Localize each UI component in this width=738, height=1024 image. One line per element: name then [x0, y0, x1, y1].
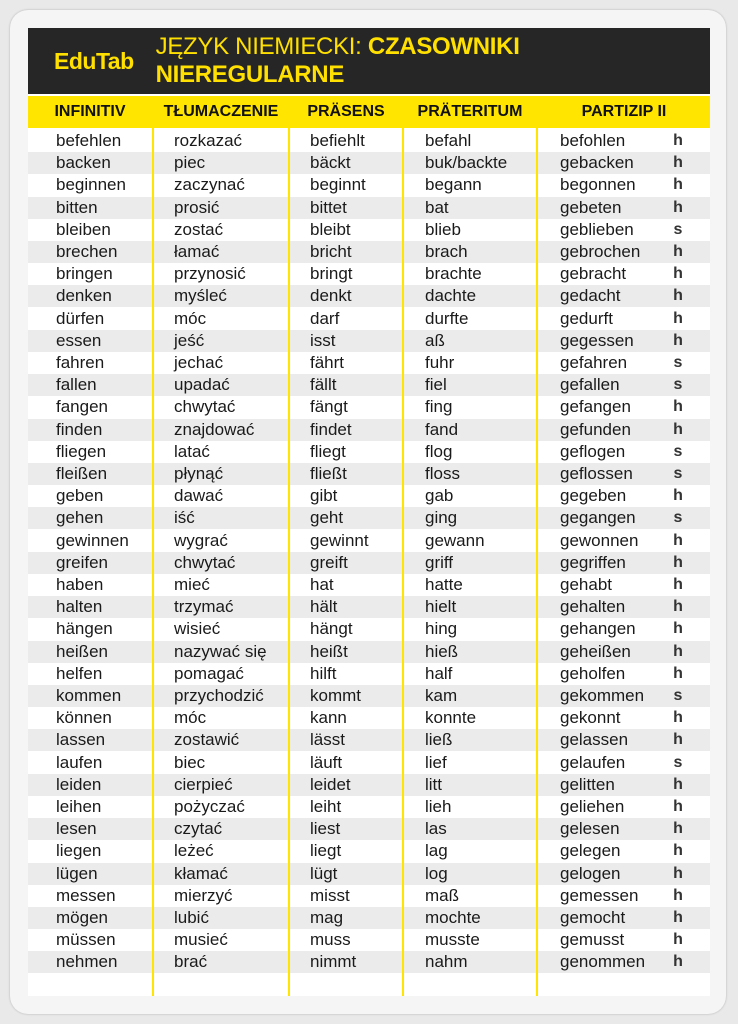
prateritum-cell: aß [425, 330, 445, 350]
table-row [28, 818, 710, 840]
partizip-cell: geflogen [560, 441, 626, 461]
infinitiv-cell: leihen [56, 797, 102, 816]
auxiliary-verb-cell: h [673, 798, 683, 815]
partizip-cell: gegessen [560, 330, 634, 350]
partizip-cell: geholfen [560, 663, 626, 683]
auxiliary-verb-cell: s [673, 465, 683, 482]
prasens-cell: fängt [310, 397, 348, 417]
auxiliary-verb-cell: h [673, 154, 683, 172]
auxiliary-verb-cell: h [673, 176, 683, 194]
prasens-cell: denkt [310, 286, 352, 306]
prasens-cell: gewinnt [310, 530, 369, 550]
prateritum-cell: bat [425, 197, 449, 217]
table-row [28, 352, 710, 374]
prasens-cell: beginnt [310, 175, 366, 195]
auxiliary-verb-cell: h [673, 132, 683, 149]
tlumaczenie-cell: móc [174, 708, 207, 728]
tlumaczenie-cell: cierpieć [174, 774, 233, 794]
title-part-1: JĘZYK NIEMIECKI: [155, 33, 362, 60]
tlumaczenie-cell: móc [174, 308, 207, 328]
partizip-cell: gefahren [560, 353, 628, 372]
brand-logo: EduTab [54, 47, 134, 74]
tlumaczenie-cell: wisieć [174, 619, 221, 639]
partizip-cell: gelaufen [560, 752, 626, 772]
infinitiv-cell: bringen [56, 264, 113, 284]
prateritum-cell: durfte [425, 308, 469, 328]
infinitiv-cell: kommen [56, 686, 122, 705]
infinitiv-cell: halten [56, 597, 103, 617]
prasens-cell: bäckt [310, 153, 351, 173]
prateritum-cell: musste [425, 930, 480, 950]
prasens-cell: lässt [310, 730, 345, 750]
auxiliary-verb-cell: s [673, 509, 683, 527]
prasens-cell: hält [310, 597, 338, 617]
tlumaczenie-cell: chwytać [174, 552, 236, 572]
infinitiv-cell: essen [56, 330, 102, 350]
partizip-cell: gelassen [560, 730, 629, 750]
prasens-cell: heißt [310, 641, 348, 661]
partizip-cell: geheißen [560, 641, 631, 661]
tlumaczenie-cell: łamać [174, 242, 220, 261]
table-row [28, 752, 710, 774]
prateritum-cell: las [425, 819, 447, 839]
auxiliary-verb-cell: h [673, 243, 683, 260]
prateritum-cell: ließ [425, 730, 453, 750]
table-row [28, 396, 710, 418]
prateritum-cell: half [425, 663, 453, 683]
tlumaczenie-cell: zostać [174, 219, 224, 239]
auxiliary-verb-cell: h [673, 398, 683, 416]
column-divider [536, 96, 538, 996]
column-header-partizip: PARTIZIP II [538, 96, 710, 128]
table-row [28, 374, 710, 396]
header-bar [28, 28, 710, 94]
tlumaczenie-cell: dawać [174, 486, 224, 506]
table-row [28, 308, 710, 330]
prasens-cell: muss [310, 930, 351, 950]
auxiliary-verb-cell: s [673, 687, 683, 704]
partizip-cell: gekommen [560, 686, 645, 705]
auxiliary-verb-cell: h [673, 664, 683, 682]
prasens-cell: bringt [310, 264, 353, 284]
auxiliary-verb-cell: h [673, 886, 683, 904]
prateritum-cell: brach [425, 242, 468, 261]
auxiliary-verb-cell: s [673, 220, 683, 238]
prateritum-cell: konnte [425, 708, 477, 728]
partizip-cell: geflossen [560, 464, 633, 483]
infinitiv-cell: dürfen [56, 308, 105, 328]
prasens-cell: kann [310, 708, 347, 728]
table-row [28, 663, 710, 685]
partizip-cell: gelegen [560, 841, 621, 861]
partizip-cell: geliehen [560, 797, 625, 816]
prateritum-cell: brachte [425, 264, 482, 284]
tlumaczenie-cell: rozkazać [174, 131, 243, 150]
infinitiv-cell: geben [56, 486, 104, 506]
partizip-cell: gelitten [560, 774, 615, 794]
table-row [28, 574, 710, 596]
partizip-cell: gegangen [560, 508, 636, 528]
tlumaczenie-cell: leżeć [174, 841, 214, 861]
auxiliary-verb-cell: h [673, 820, 683, 838]
partizip-cell: genommen [560, 952, 646, 972]
prateritum-cell: kam [425, 686, 458, 705]
prateritum-cell: log [425, 863, 448, 883]
table-row [28, 685, 710, 707]
tlumaczenie-cell: nazywać się [174, 641, 267, 661]
auxiliary-verb-cell: h [673, 420, 683, 438]
prateritum-cell: fuhr [425, 353, 455, 372]
prateritum-cell: flog [425, 441, 453, 461]
column-header-infinitiv: INFINITIV [28, 96, 152, 128]
infinitiv-cell: bleiben [56, 219, 111, 239]
prateritum-cell: hatte [425, 575, 463, 594]
infinitiv-cell: laufen [56, 752, 103, 772]
tlumaczenie-cell: latać [174, 441, 210, 461]
infinitiv-cell: backen [56, 153, 111, 173]
tlumaczenie-cell: prosić [174, 197, 220, 217]
prateritum-cell: befahl [425, 131, 472, 150]
auxiliary-verb-cell: h [673, 198, 683, 216]
prasens-cell: mag [310, 908, 344, 927]
auxiliary-verb-cell: h [673, 709, 683, 727]
infinitiv-cell: brechen [56, 242, 118, 261]
prasens-cell: befiehlt [310, 131, 365, 150]
partizip-cell: gedacht [560, 286, 621, 306]
tlumaczenie-cell: musieć [174, 930, 228, 950]
prateritum-cell: mochte [425, 908, 481, 927]
table-row [28, 485, 710, 507]
tlumaczenie-cell: lubić [174, 908, 209, 927]
infinitiv-cell: können [56, 708, 112, 728]
prasens-cell: bleibt [310, 219, 351, 239]
prasens-cell: greift [310, 552, 348, 572]
infinitiv-cell: greifen [56, 552, 108, 572]
prasens-cell: fährt [310, 353, 345, 372]
prasens-cell: bittet [310, 197, 347, 217]
tlumaczenie-cell: trzymać [174, 597, 234, 617]
tlumaczenie-cell: pożyczać [174, 797, 245, 816]
table-row [28, 774, 710, 796]
prateritum-cell: gab [425, 486, 454, 506]
tlumaczenie-cell: jechać [174, 353, 224, 372]
tlumaczenie-cell: piec [174, 153, 206, 173]
prateritum-cell: dachte [425, 286, 477, 306]
partizip-cell: geblieben [560, 219, 634, 239]
infinitiv-cell: gehen [56, 508, 104, 528]
prasens-cell: gibt [310, 486, 338, 506]
table-row [28, 618, 710, 640]
infinitiv-cell: finden [56, 419, 103, 439]
tlumaczenie-cell: mieć [174, 575, 210, 594]
table-row [28, 840, 710, 862]
prateritum-cell: nahm [425, 952, 468, 972]
prateritum-cell: gewann [425, 530, 485, 550]
prateritum-cell: fing [425, 397, 453, 417]
auxiliary-verb-cell: s [673, 753, 683, 771]
partizip-cell: gemusst [560, 930, 625, 950]
partizip-cell: gehalten [560, 597, 626, 617]
infinitiv-cell: nehmen [56, 952, 118, 972]
prasens-cell: kommt [310, 686, 361, 705]
table-row [28, 951, 710, 973]
column-divider [152, 96, 154, 996]
infinitiv-cell: fahren [56, 353, 105, 372]
prasens-cell: nimmt [310, 952, 357, 972]
table-row [28, 596, 710, 618]
table-row [28, 130, 710, 152]
table-row [28, 285, 710, 307]
table-row [28, 263, 710, 285]
prateritum-cell: ging [425, 508, 458, 528]
auxiliary-verb-cell: h [673, 620, 683, 638]
column-header-prateritum: PRÄTERITUM [404, 96, 536, 128]
tlumaczenie-cell: wygrać [174, 530, 228, 550]
table-row [28, 463, 710, 485]
table-row [28, 796, 710, 818]
partizip-cell: gebacken [560, 153, 634, 173]
infinitiv-cell: mögen [56, 908, 108, 927]
partizip-cell: gekonnt [560, 708, 621, 728]
prasens-cell: leidet [310, 774, 351, 794]
partizip-cell: gegeben [560, 486, 627, 506]
infinitiv-cell: bitten [56, 197, 98, 217]
auxiliary-verb-cell: h [673, 842, 683, 860]
infinitiv-cell: heißen [56, 641, 108, 661]
infinitiv-cell: denken [56, 286, 112, 306]
infinitiv-cell: haben [56, 575, 104, 594]
prasens-cell: fällt [310, 375, 337, 395]
partizip-cell: begonnen [560, 175, 636, 195]
infinitiv-cell: liegen [56, 841, 102, 861]
tlumaczenie-cell: zostawić [174, 730, 240, 750]
tlumaczenie-cell: przychodzić [174, 686, 264, 705]
partizip-cell: gefallen [560, 375, 620, 395]
infinitiv-cell: lügen [56, 863, 98, 883]
auxiliary-verb-cell: h [673, 309, 683, 327]
prasens-cell: läuft [310, 752, 343, 772]
table-row [28, 641, 710, 663]
table-row [28, 929, 710, 951]
partizip-cell: gehabt [560, 575, 612, 594]
prateritum-cell: maß [425, 885, 459, 905]
infinitiv-cell: lassen [56, 730, 106, 750]
tlumaczenie-cell: myśleć [174, 286, 227, 306]
prateritum-cell: fiel [425, 375, 447, 395]
auxiliary-verb-cell: s [673, 354, 683, 371]
auxiliary-verb-cell: h [673, 642, 683, 660]
partizip-cell: gemessen [560, 885, 639, 905]
infinitiv-cell: fleißen [56, 464, 108, 483]
page-title [156, 33, 710, 89]
auxiliary-verb-cell: h [673, 287, 683, 305]
tlumaczenie-cell: iść [174, 508, 195, 528]
prasens-cell: fließt [310, 464, 347, 483]
partizip-cell: gehangen [560, 619, 636, 639]
prateritum-cell: blieb [425, 219, 461, 239]
table-row [28, 507, 710, 529]
partizip-cell: gefangen [560, 397, 631, 417]
table-row [28, 219, 710, 241]
partizip-cell: gelesen [560, 819, 620, 839]
tlumaczenie-cell: upadać [174, 375, 230, 395]
column-divider [402, 96, 404, 996]
tlumaczenie-cell: brać [174, 952, 208, 972]
prasens-cell: geht [310, 508, 344, 528]
infinitiv-cell: befehlen [56, 131, 122, 150]
tlumaczenie-cell: zaczynać [174, 175, 245, 195]
table-row [28, 174, 710, 196]
table-row [28, 552, 710, 574]
prasens-cell: bricht [310, 242, 352, 261]
prateritum-cell: floss [425, 464, 460, 483]
table-row [28, 152, 710, 174]
partizip-cell: gebracht [560, 264, 627, 284]
infinitiv-cell: gewinnen [56, 530, 129, 550]
tlumaczenie-cell: chwytać [174, 397, 236, 417]
prateritum-cell: begann [425, 175, 482, 195]
infinitiv-cell: fallen [56, 375, 97, 395]
table-row [28, 729, 710, 751]
prasens-cell: fliegt [310, 441, 346, 461]
auxiliary-verb-cell: h [673, 909, 683, 926]
prateritum-cell: litt [425, 774, 442, 794]
partizip-cell: gebeten [560, 197, 622, 217]
table-row [28, 241, 710, 263]
auxiliary-verb-cell: h [673, 953, 683, 971]
prasens-cell: isst [310, 330, 336, 350]
table-row [28, 197, 710, 219]
auxiliary-verb-cell: h [673, 931, 683, 949]
tlumaczenie-cell: pomagać [174, 663, 244, 683]
prateritum-cell: fand [425, 419, 459, 439]
auxiliary-verb-cell: s [673, 376, 683, 394]
prasens-cell: findet [310, 419, 352, 439]
table-row [28, 419, 710, 441]
table-row [28, 907, 710, 929]
prateritum-cell: buk/backte [425, 153, 508, 173]
auxiliary-verb-cell: h [673, 553, 683, 571]
prasens-cell: misst [310, 885, 350, 905]
prasens-cell: hängt [310, 619, 353, 639]
prateritum-cell: hielt [425, 597, 457, 617]
prasens-cell: leiht [310, 797, 342, 816]
tlumaczenie-cell: przynosić [174, 264, 246, 284]
tlumaczenie-cell: czytać [174, 819, 223, 839]
table-row [28, 707, 710, 729]
prateritum-cell: griff [425, 552, 454, 572]
table-row [28, 530, 710, 552]
partizip-cell: gefunden [560, 419, 631, 439]
title-part-2: CZASOWNIKI NIEREGULARNE [155, 33, 520, 88]
infinitiv-cell: messen [56, 885, 116, 905]
table-row [28, 330, 710, 352]
auxiliary-verb-cell: h [673, 598, 683, 616]
tlumaczenie-cell: płynąć [174, 464, 224, 483]
prateritum-cell: hieß [425, 641, 459, 661]
infinitiv-cell: lesen [56, 819, 97, 839]
auxiliary-verb-cell: s [673, 442, 683, 460]
column-header-tlumaczenie: TŁUMACZENIE [154, 96, 288, 128]
column-divider [288, 96, 290, 996]
auxiliary-verb-cell: h [673, 331, 683, 349]
prateritum-cell: lieh [425, 797, 452, 816]
partizip-cell: befohlen [560, 131, 626, 150]
tlumaczenie-cell: znajdować [174, 419, 255, 439]
prasens-cell: hilft [310, 663, 337, 683]
table-row [28, 441, 710, 463]
partizip-cell: gebrochen [560, 242, 641, 261]
table-row [28, 885, 710, 907]
partizip-cell: gewonnen [560, 530, 639, 550]
auxiliary-verb-cell: h [673, 531, 683, 549]
tlumaczenie-cell: jeść [174, 330, 205, 350]
auxiliary-verb-cell: h [673, 864, 683, 882]
partizip-cell: gedurft [560, 308, 613, 328]
prasens-cell: darf [310, 308, 340, 328]
prasens-cell: hat [310, 575, 334, 594]
table-row [28, 863, 710, 885]
auxiliary-verb-cell: h [673, 775, 683, 793]
tlumaczenie-cell: mierzyć [174, 885, 233, 905]
prasens-cell: lügt [310, 863, 338, 883]
infinitiv-cell: fliegen [56, 441, 107, 461]
tlumaczenie-cell: kłamać [174, 863, 228, 883]
infinitiv-cell: müssen [56, 930, 116, 950]
auxiliary-verb-cell: h [673, 731, 683, 749]
infinitiv-cell: beginnen [56, 175, 126, 195]
column-header-prasens: PRÄSENS [290, 96, 402, 128]
infinitiv-cell: helfen [56, 663, 103, 683]
infinitiv-cell: fangen [56, 397, 108, 417]
tlumaczenie-cell: biec [174, 752, 206, 772]
auxiliary-verb-cell: h [673, 576, 683, 593]
partizip-cell: gegriffen [560, 552, 626, 572]
prateritum-cell: lief [425, 752, 447, 772]
auxiliary-verb-cell: h [673, 265, 683, 283]
partizip-cell: gelogen [560, 863, 621, 883]
prasens-cell: liest [310, 819, 341, 839]
prateritum-cell: lag [425, 841, 448, 861]
partizip-cell: gemocht [560, 908, 626, 927]
prasens-cell: liegt [310, 841, 342, 861]
infinitiv-cell: leiden [56, 774, 102, 794]
infinitiv-cell: hängen [56, 619, 113, 639]
auxiliary-verb-cell: h [673, 487, 683, 505]
prateritum-cell: hing [425, 619, 458, 639]
